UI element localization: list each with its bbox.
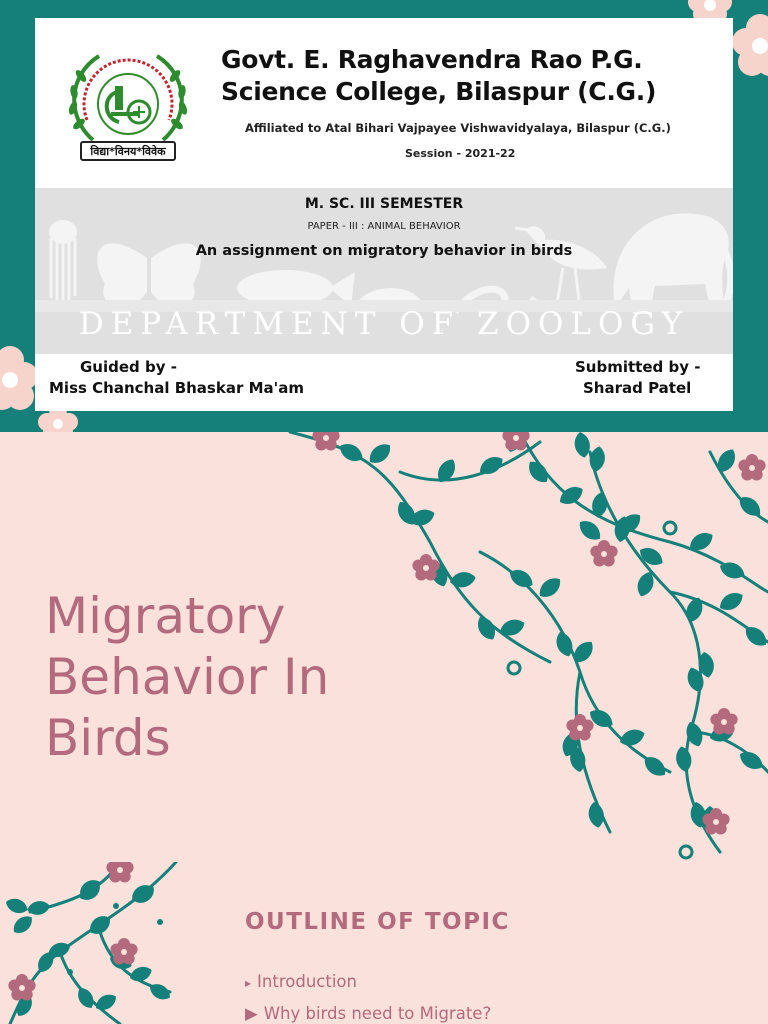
- guided-by-label: Guided by -: [80, 358, 177, 376]
- outline-item-text: Introduction: [257, 972, 357, 991]
- list-item: [245, 972, 491, 993]
- jellyfish-icon: [49, 220, 77, 308]
- arrow-bullet-icon: ▶: [245, 1004, 258, 1023]
- presentation-title: [45, 586, 405, 769]
- title-card: [35, 18, 733, 411]
- paper-text: PAPER - III : ANIMAL BEHAVIOR: [307, 221, 461, 232]
- department-name: DEPARTMENT OF ZOOLOGY: [78, 306, 690, 342]
- outline-item-text: Why birds need to Migrate?: [263, 1004, 492, 1023]
- title-line2: Behavior In: [45, 648, 330, 706]
- session-text: Session - 2021-22: [405, 147, 516, 160]
- assignment-text: An assignment on migratory behavior in birds: [195, 243, 573, 259]
- affiliation-text: Affiliated to Atal Bihari Vajpayee Vishwavidyalaya, Bilaspur (C.G.): [245, 121, 671, 135]
- semester-text: M. SC. III SEMESTER: [304, 196, 464, 212]
- cover-slide: [0, 432, 768, 862]
- title-slide: [0, 0, 768, 432]
- floral-vine-decoration: [0, 862, 180, 1024]
- guide-name: Miss Chanchal Bhaskar Ma'am: [49, 379, 304, 397]
- college-name: [221, 44, 656, 108]
- list-item: [245, 1004, 491, 1024]
- college-name-line1: Govt. E. Raghavendra Rao P.G.: [221, 45, 643, 74]
- logo-motto: विद्या*विनय*विवेक: [90, 145, 166, 158]
- outline-slide: [0, 862, 768, 1024]
- title-line3: Birds: [45, 709, 171, 767]
- submitted-by-label: Submitted by -: [575, 358, 701, 376]
- arrow-bullet-icon: ▸: [245, 976, 252, 990]
- college-name-line2: Science College, Bilaspur (C.G.): [221, 77, 657, 106]
- outline-list: [245, 972, 491, 1024]
- outline-heading: OUTLINE OF TOPIC: [245, 909, 510, 935]
- title-line1: Migratory: [45, 587, 286, 645]
- submitter-name: Sharad Patel: [583, 379, 692, 397]
